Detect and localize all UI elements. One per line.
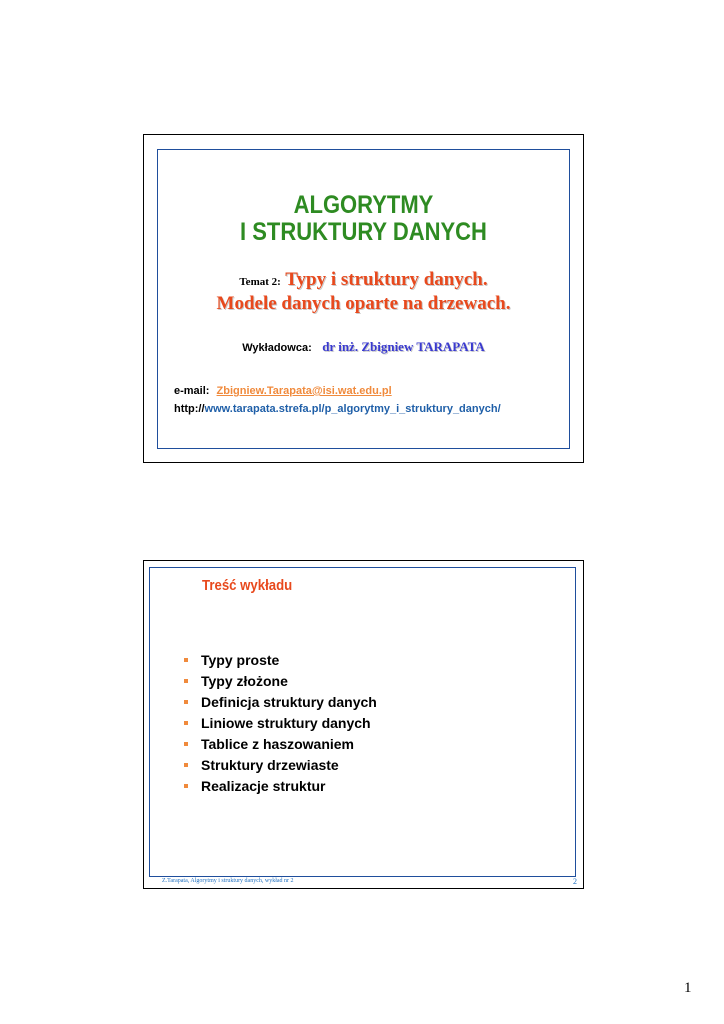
- bullet-square-icon: [184, 700, 188, 704]
- bullet-square-icon: [184, 742, 188, 746]
- list-item: [184, 733, 377, 754]
- list-item: [184, 649, 377, 670]
- list-item-label: Definicja struktury danych: [201, 693, 377, 710]
- list-item: [184, 670, 377, 691]
- topic-row-1: [144, 269, 583, 291]
- slide-footer: Z.Tarapata, Algorytmy i struktury danych, wykład nr 2: [162, 878, 294, 884]
- list-item-label: Tablice z haszowaniem: [201, 735, 355, 752]
- topic-prefix: Temat 2:: [239, 276, 281, 288]
- list-item-label: Liniowe struktury danych: [201, 714, 371, 731]
- lecturer-label: Wykładowca:: [242, 342, 312, 354]
- bullet-square-icon: [184, 721, 188, 725]
- topic-line-1: Typy i struktury danych.: [285, 269, 488, 290]
- list-item: [184, 712, 377, 733]
- lecturer-name: dr inż. Zbigniew TARAPATA: [322, 339, 485, 354]
- list-item: [184, 691, 377, 712]
- topic-line-2: Modele danych oparte na drzewach.: [216, 293, 511, 314]
- slide-1: [143, 134, 584, 463]
- list-item-label: Typy proste: [201, 651, 280, 668]
- list-item-label: Realizacje struktur: [201, 777, 326, 794]
- list-item-label: Struktury drzewiaste: [201, 756, 339, 773]
- contents-title: Treść wykładu: [202, 577, 293, 594]
- url-link[interactable]: www.tarapata.strefa.pl/p_algorytmy_i_struktury_danych/: [204, 403, 501, 415]
- course-title-line-2: I STRUKTURY DANYCH: [240, 218, 487, 246]
- list-item-label: Typy złożone: [201, 672, 288, 689]
- email-row: [174, 385, 392, 397]
- page-number: 1: [684, 980, 692, 996]
- bullet-square-icon: [184, 658, 188, 662]
- bullet-square-icon: [184, 763, 188, 767]
- bullet-square-icon: [184, 679, 188, 683]
- topic-row-2: [144, 293, 583, 315]
- slide-2: [143, 560, 584, 889]
- course-title-line-1: ALGORYTMY: [293, 191, 434, 219]
- url-row: [174, 403, 501, 415]
- bullet-square-icon: [184, 784, 188, 788]
- contents-list: [184, 649, 377, 796]
- email-label: e-mail:: [174, 385, 210, 397]
- lecturer-row: [144, 338, 583, 356]
- list-item: [184, 775, 377, 796]
- list-item: [184, 754, 377, 775]
- slide-number: 2: [573, 877, 577, 886]
- url-prefix: http://: [174, 403, 205, 415]
- email-link[interactable]: Zbigniew.Tarapata@isi.wat.edu.pl: [216, 385, 392, 397]
